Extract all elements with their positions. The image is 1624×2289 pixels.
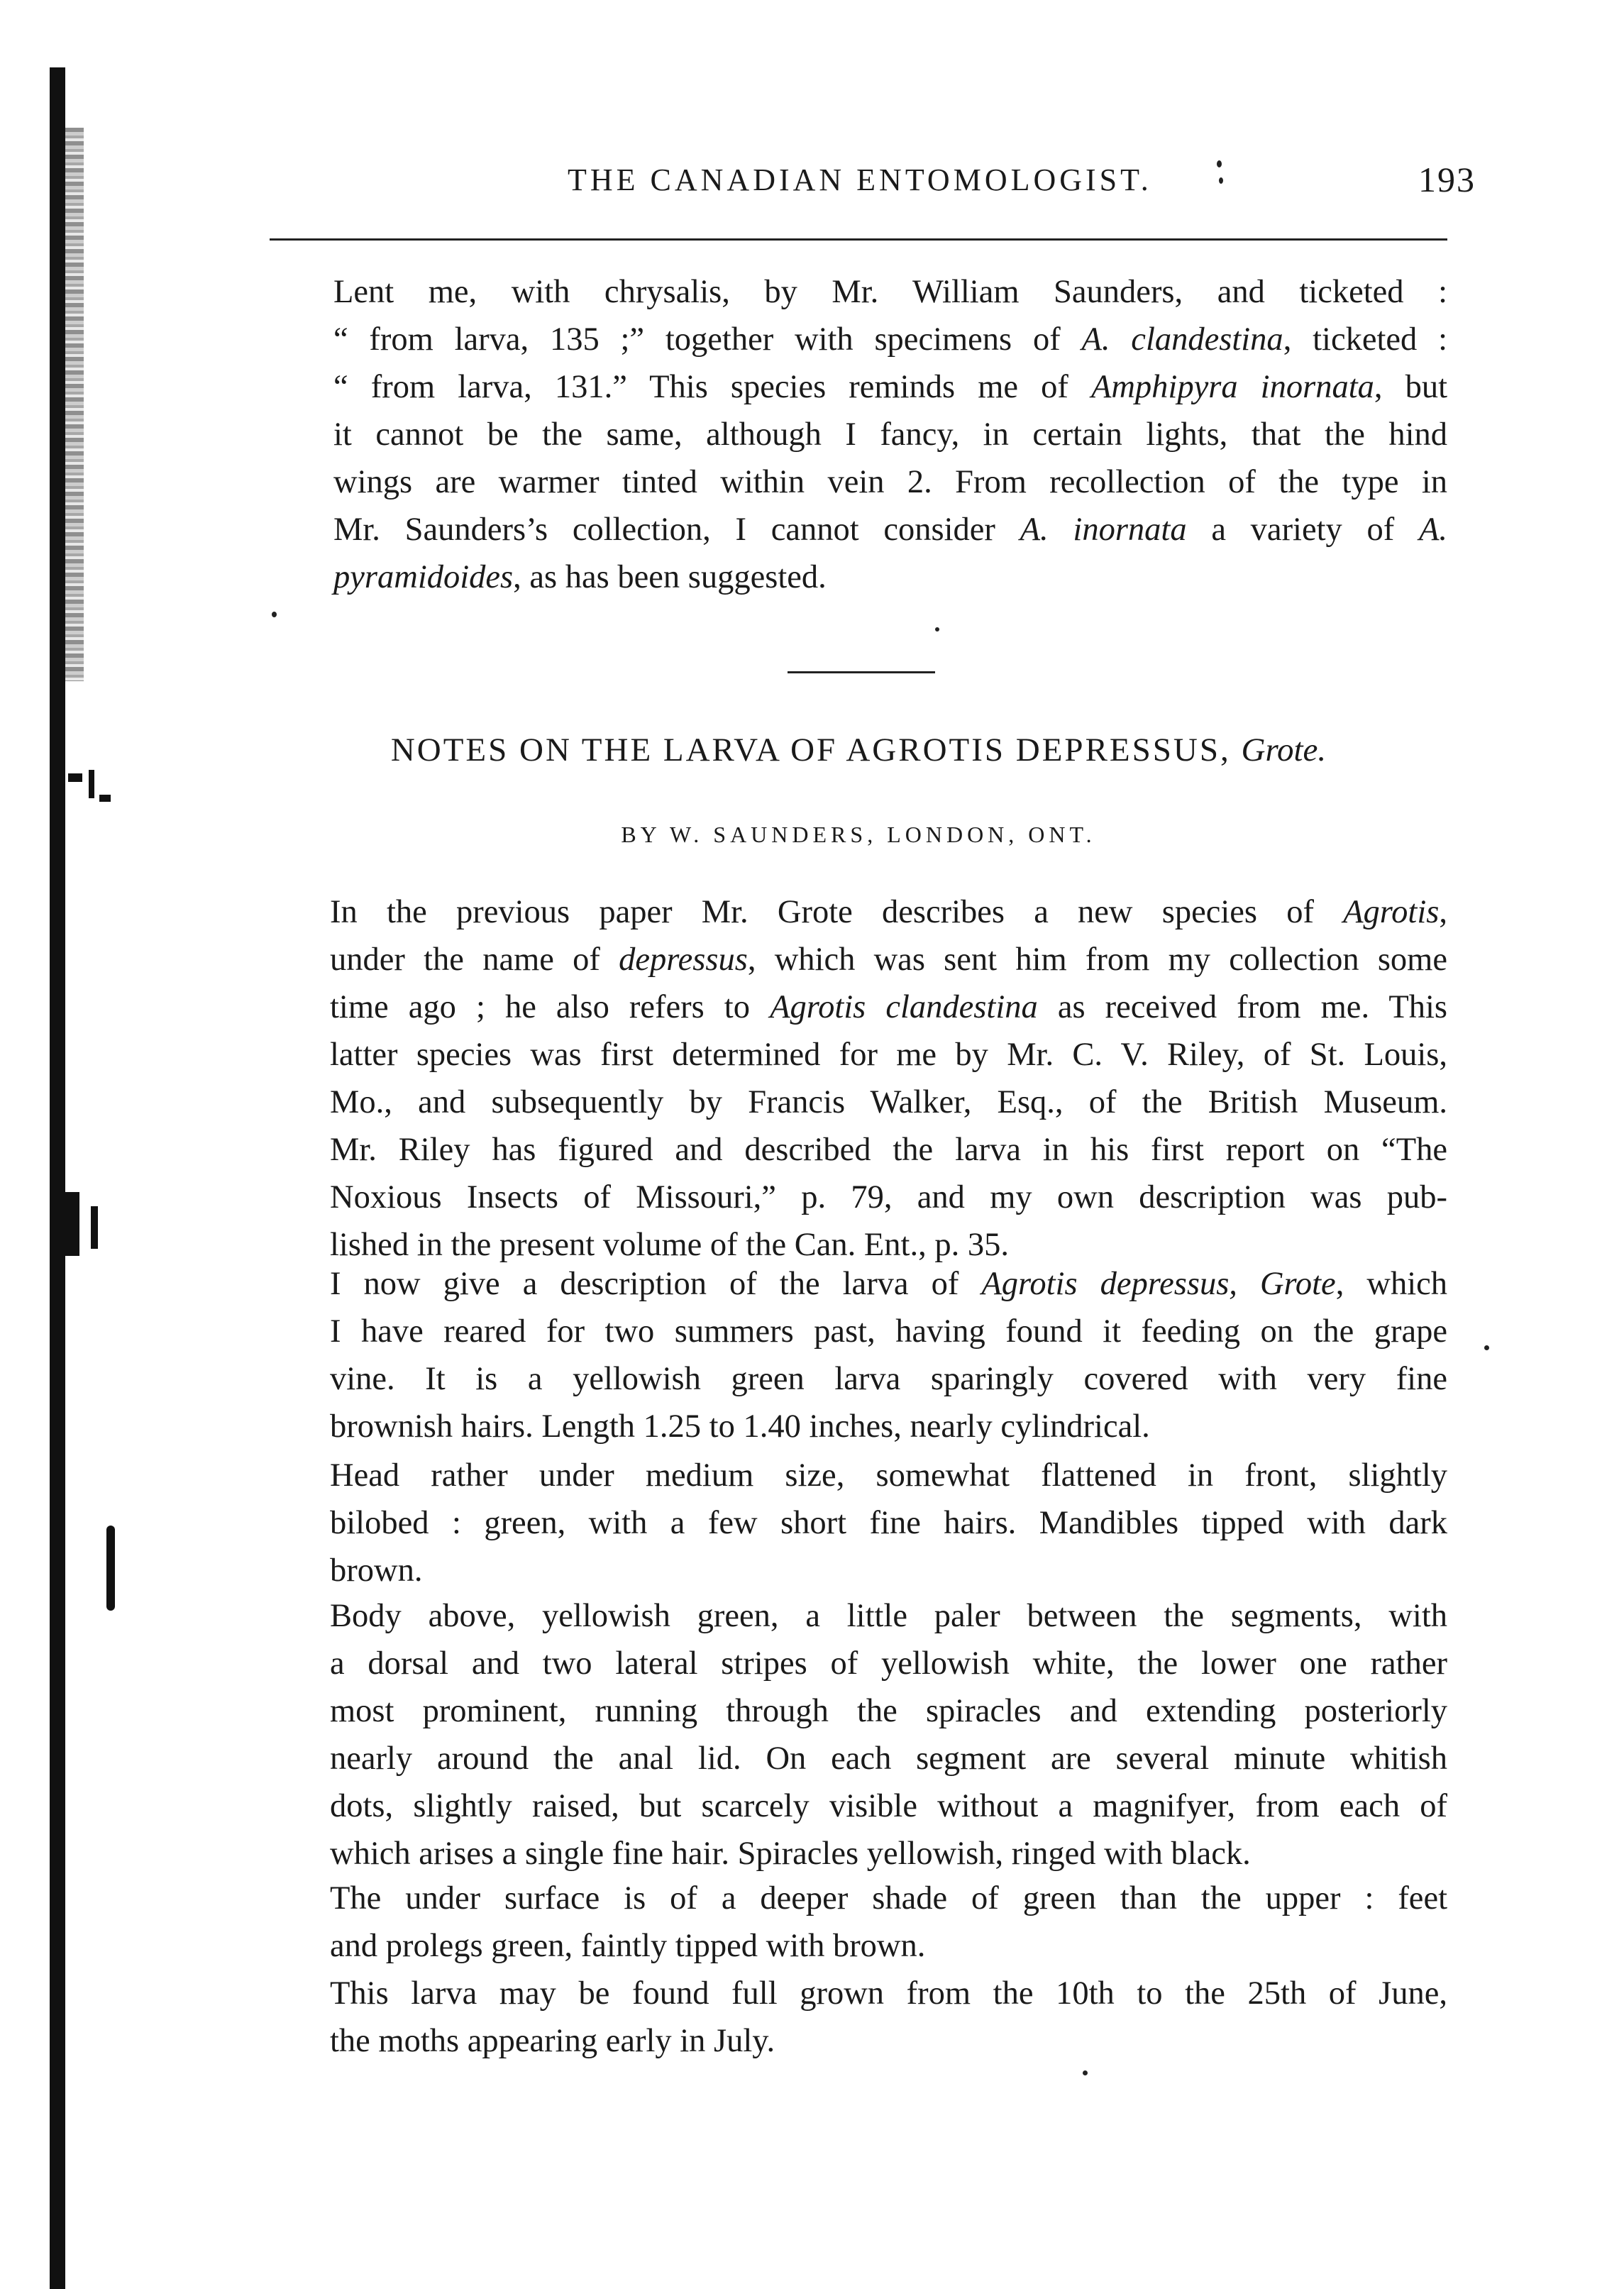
scan-edge-shadow: [50, 67, 65, 2289]
paragraph-5: [270, 1592, 1447, 1877]
text-line: Noxious Insects of Missouri,” p. 79, and my own description was pub-: [330, 1179, 1447, 1215]
scan-mark: [68, 773, 82, 782]
scan-mark: [99, 795, 111, 802]
running-head: THE CANADIAN ENTOMOLOGIST.: [568, 162, 1152, 197]
article-title-text: NOTES ON THE LARVA OF AGROTIS DEPRESSUS,: [390, 732, 1231, 768]
text-line: dots, slightly raised, but scarcely visible without a magnifyer, from each of: [330, 1788, 1447, 1824]
scan-mark: [57, 1192, 79, 1256]
text-line: I now give a description of the larva of Agrotis depressus, Grote, which: [330, 1266, 1447, 1302]
text-line: brownish hairs. Length 1.25 to 1.40 inches, nearly cylindrical.: [330, 1408, 1150, 1445]
text-line: Mr. Riley has figured and described the larva in his first report on “The: [330, 1132, 1447, 1168]
scan-speck: [935, 627, 939, 631]
text-line: nearly around the anal lid. On each segment are several minute whitish: [330, 1741, 1447, 1777]
scan-speck: [1083, 2070, 1088, 2075]
text-line: time ago ; he also refers to Agrotis clandestina as received from me. This: [330, 989, 1447, 1025]
page-number: 193: [1418, 160, 1476, 199]
header-rule: [270, 238, 1447, 241]
text-line: I have reared for two summers past, having found it feeding on the grape: [330, 1313, 1447, 1350]
text-line: “ from larva, 131.” This species reminds me of Amphipyra inornata, but: [333, 369, 1448, 405]
text-line: “ from larva, 135 ;” together with specimens of A. clandestina, ticketed :: [333, 321, 1447, 358]
text-line: Mo., and subsequently by Francis Walker, Esq., of the British Museum.: [330, 1084, 1447, 1120]
text-line: and prolegs green, faintly tipped with brown.: [330, 1928, 926, 1964]
article-title-author: Grote.: [1241, 732, 1327, 768]
text-line: under the name of depressus, which was sent him from my collection some: [330, 942, 1447, 978]
text-line: a dorsal and two lateral stripes of yellowish white, the lower one rather: [330, 1645, 1447, 1682]
scan-mark: [89, 770, 94, 798]
text-line: it cannot be the same, although I fancy, in certain lights, that the hind: [333, 417, 1447, 453]
scan-speck: [272, 612, 277, 617]
text-line: which arises a single fine hair. Spiracles yellowish, ringed with black.: [330, 1836, 1251, 1872]
text-line: brown.: [330, 1552, 423, 1589]
text-line: vine. It is a yellowish green larva sparingly covered with very fine: [330, 1361, 1447, 1397]
paragraph-3: [270, 1260, 1447, 1450]
text-line: The under surface is of a deeper shade of green than the upper : feet: [330, 1880, 1447, 1916]
article-title: [270, 731, 1447, 769]
scan-mark: [106, 1526, 115, 1611]
paragraph-2: [270, 888, 1447, 1269]
paragraph-7: [270, 1970, 1447, 2065]
section-divider: [788, 671, 935, 673]
text-line: most prominent, running through the spiracles and extending posteriorly: [330, 1693, 1447, 1729]
text-line: Body above, yellowish green, a little paler between the segments, with: [330, 1598, 1447, 1634]
paragraph-6: [270, 1875, 1447, 1970]
article-byline: BY W. SAUNDERS, LONDON, ONT.: [621, 822, 1096, 847]
text-line: This larva may be found full grown from the 10th to the 25th of June,: [330, 1975, 1447, 2012]
paragraph-4: [270, 1452, 1447, 1594]
text-line: pyramidoides, as has been suggested.: [333, 559, 827, 595]
text-line: bilobed : green, with a few short fine hairs. Mandibles tipped with dark: [330, 1505, 1447, 1541]
scan-speck: [1484, 1345, 1489, 1350]
text-line: Head rather under medium size, somewhat flattened in front, slightly: [330, 1457, 1447, 1494]
scan-mark: [91, 1206, 98, 1249]
scan-edge-texture: [65, 128, 84, 681]
text-line: Mr. Saunders’s collection, I cannot consider A. inornata a variety of A.: [333, 512, 1447, 548]
paragraph-1: [270, 268, 1447, 601]
text-line: lished in the present volume of the Can. Ent., p. 35.: [330, 1227, 1009, 1263]
page-header: [270, 162, 1476, 204]
text-line: In the previous paper Mr. Grote describes a new species of Agrotis,: [330, 894, 1447, 930]
text-line: wings are warmer tinted within vein 2. From recollection of the type in: [333, 464, 1447, 500]
text-line: the moths appearing early in July.: [330, 2023, 775, 2059]
text-line: latter species was first determined for me by Mr. C. V. Riley, of St. Louis,: [330, 1037, 1447, 1073]
text-line: Lent me, with chrysalis, by Mr. William Saunders, and ticketed :: [333, 274, 1447, 310]
